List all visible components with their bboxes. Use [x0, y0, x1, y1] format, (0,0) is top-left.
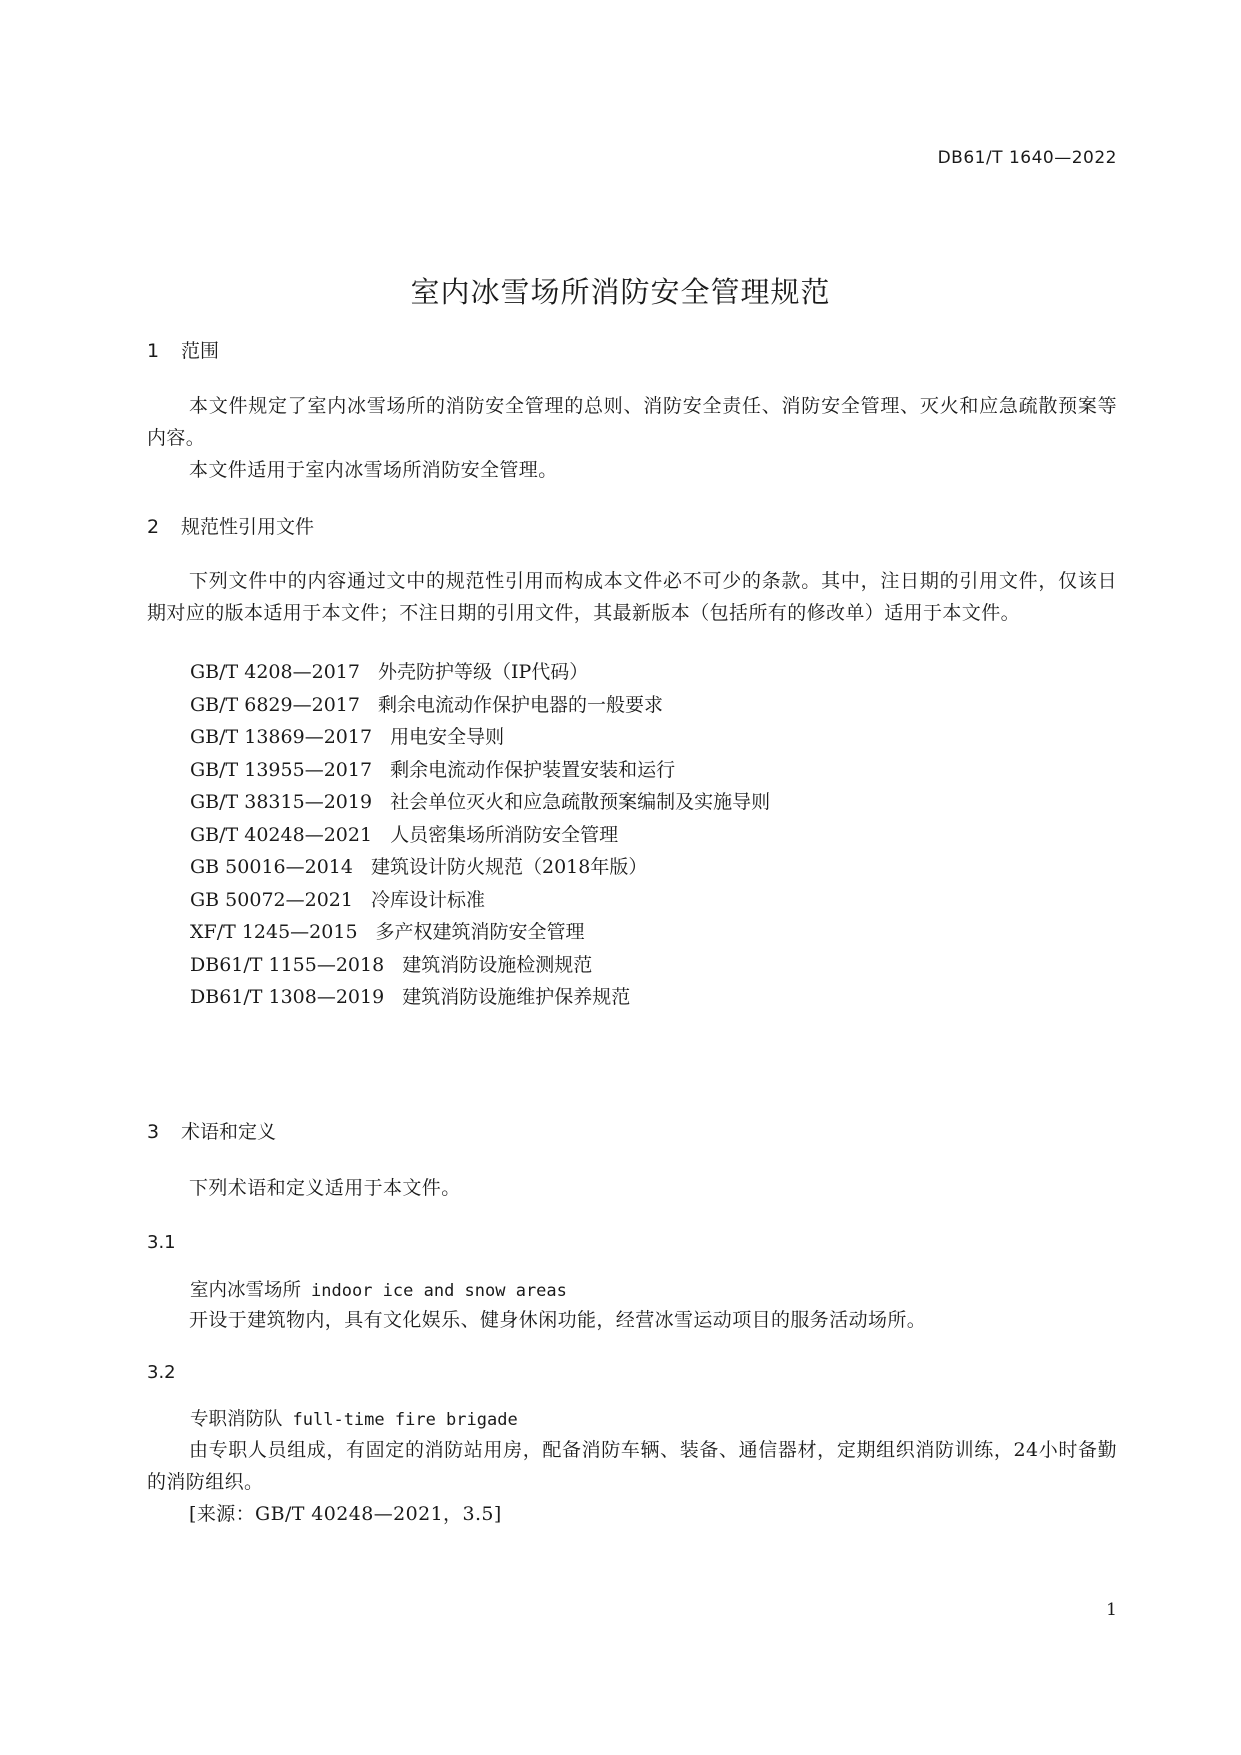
reference-code: GB/T 40248—2021	[190, 823, 373, 846]
reference-code: GB 50072—2021	[190, 888, 353, 911]
reference-code: GB/T 6829—2017	[190, 693, 360, 716]
reference-code: GB/T 13869—2017	[190, 726, 373, 748]
section-number: 3	[147, 1121, 160, 1143]
reference-title: 剩余电流动作保护装置安装和运行	[390, 758, 676, 781]
reference-item	[190, 884, 770, 917]
reference-code: GB/T 13955—2017	[190, 758, 373, 781]
section-1-heading	[147, 336, 219, 363]
reference-title: 冷库设计标准	[370, 888, 485, 911]
reference-code: GB/T 38315—2019	[190, 791, 373, 813]
term-definition: 开设于建筑物内，具有文化娱乐、健身休闲功能，经营冰雪运动项目的服务活动场所。	[189, 1309, 927, 1331]
reference-code: XF/T 1245—2015	[190, 921, 358, 943]
reference-title: 人员密集场所消防安全管理	[390, 823, 619, 846]
section-3-heading	[147, 1117, 276, 1144]
reference-item	[190, 916, 770, 949]
section-title: 规范性引用文件	[181, 516, 315, 538]
term-name-zh: 专职消防队	[190, 1409, 283, 1430]
standard-code: DB61/T 1640—2022	[937, 148, 1117, 168]
reference-item	[190, 819, 770, 852]
reference-title: 建筑设计防火规范（2018年版）	[370, 856, 648, 878]
reference-title: 建筑消防设施维护保养规范	[402, 986, 631, 1008]
reference-code: DB61/T 1155—2018	[190, 953, 385, 976]
reference-item	[190, 786, 770, 819]
term-name	[190, 1405, 518, 1431]
term-name-en: full-time fire brigade	[292, 1410, 518, 1430]
section-title: 术语和定义	[181, 1121, 277, 1143]
reference-item	[190, 949, 770, 982]
term-source: [来源：GB/T 40248—2021，3.5]	[189, 1503, 502, 1525]
reference-code: DB61/T 1308—2019	[190, 986, 385, 1008]
scope-paragraph-2: 本文件适用于室内冰雪场所消防安全管理。	[189, 459, 558, 481]
term-name-zh: 室内冰雪场所	[190, 1280, 302, 1301]
reference-title: 外壳防护等级（IP代码）	[377, 661, 589, 683]
reference-code: GB/T 4208—2017	[190, 661, 360, 683]
term-name-en: indoor ice and snow areas	[311, 1281, 567, 1301]
section-2-heading	[147, 512, 314, 539]
reference-title: 剩余电流动作保护电器的一般要求	[377, 693, 663, 716]
reference-list	[190, 656, 770, 1014]
term-definition: 由专职人员组成，有固定的消防站用房，配备消防车辆、装备、通信器材，定期组织消防训练，24小时备勤的消防组织。	[147, 1439, 1117, 1493]
reference-item	[190, 689, 770, 722]
reference-item	[190, 721, 770, 754]
page-number: 1	[1106, 1600, 1117, 1620]
document-title: 室内冰雪场所消防安全管理规范	[410, 275, 831, 309]
terms-intro: 下列术语和定义适用于本文件。	[189, 1177, 461, 1199]
reference-code: GB 50016—2014	[190, 856, 353, 878]
references-intro: 下列文件中的内容通过文中的规范性引用而构成本文件必不可少的条款。其中，注日期的引用文件，仅该日期对应的版本适用于本文件；不注日期的引用文件，其最新版本（包括所有的修改单）适用于本文件。	[147, 570, 1117, 624]
reference-item	[190, 851, 770, 884]
scope-paragraph-1: 本文件规定了室内冰雪场所的消防安全管理的总则、消防安全责任、消防安全管理、灭火和应急疏散预案等内容。	[147, 395, 1117, 449]
reference-title: 建筑消防设施检测规范	[402, 953, 593, 976]
reference-item	[190, 754, 770, 787]
term-name	[190, 1276, 567, 1302]
section-number: 1	[147, 340, 160, 362]
reference-title: 社会单位灭火和应急疏散预案编制及实施导则	[390, 791, 771, 813]
term-number: 3.2	[147, 1362, 176, 1383]
reference-item	[190, 656, 770, 689]
term-number: 3.1	[147, 1232, 176, 1253]
section-number: 2	[147, 516, 160, 538]
reference-title: 用电安全导则	[390, 726, 505, 748]
reference-item	[190, 981, 770, 1014]
reference-title: 多产权建筑消防安全管理	[375, 921, 585, 943]
section-title: 范围	[181, 340, 220, 362]
